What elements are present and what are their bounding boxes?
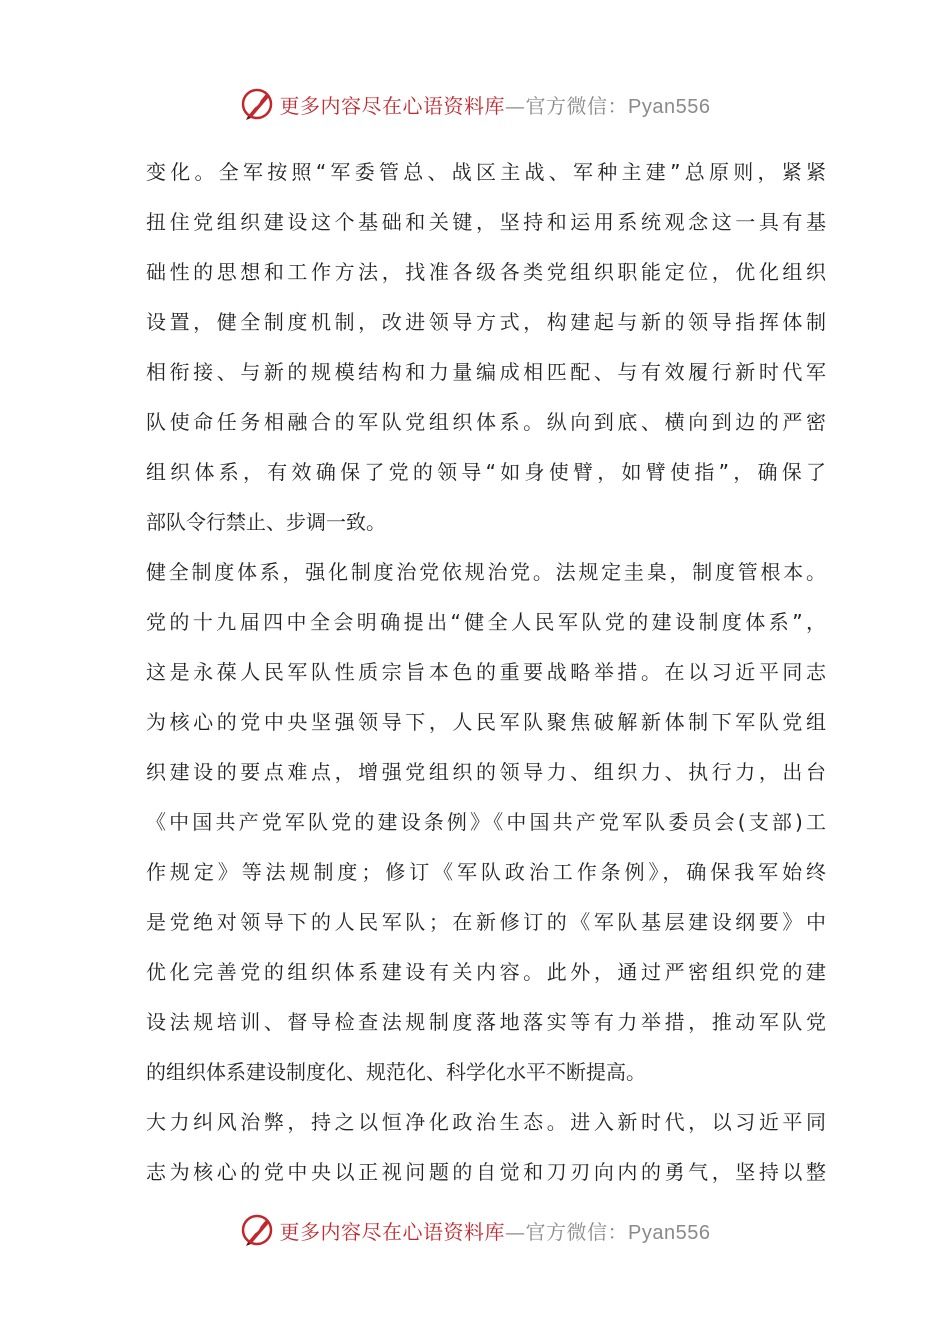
text-line: 优化完善党的组织体系建设有关内容。此外，通过严密组织党的建 <box>146 960 826 984</box>
pen-logo-icon <box>240 86 276 122</box>
paragraph <box>146 1097 826 1197</box>
paragraph <box>146 547 826 1097</box>
banner-wechat-id: Pyan556 <box>628 95 711 118</box>
text-line: 的组织体系建设制度化、规范化、科学化水平不断提高。 <box>146 1060 646 1084</box>
text-line: 部队令行禁止、步调一致。 <box>146 510 386 534</box>
text-line: 础性的思想和工作方法，找准各级各类党组织职能定位，优化组织 <box>146 260 826 284</box>
text-line: 《中国共产党军队党的建设条例》《中国共产党军队委员会(支部)工 <box>146 810 826 834</box>
header-banner <box>0 84 950 124</box>
banner-site-name: 更多内容尽在心语资料库 <box>279 93 506 118</box>
text-line: 志为核心的党中央以正视问题的自觉和刀刃向内的勇气，坚持以整 <box>146 1160 826 1184</box>
text-line: 扭住党组织建设这个基础和关键，坚持和运用系统观念这一具有基 <box>146 210 826 234</box>
banner-contact-label: —官方微信： <box>505 93 629 118</box>
footer-banner <box>0 1210 950 1250</box>
text-line: 变化。全军按照“军委管总、战区主战、军种主建”总原则，紧紧 <box>146 160 826 184</box>
banner-contact-label: —官方微信： <box>505 1219 629 1244</box>
text-line: 是党绝对领导下的人民军队；在新修订的《军队基层建设纲要》中 <box>146 910 826 934</box>
text-line: 健全制度体系，强化制度治党依规治党。法规定圭臬，制度管根本。 <box>146 560 826 584</box>
text-line: 设法规培训、督导检查法规制度落地落实等有力举措，推动军队党 <box>146 1010 826 1034</box>
text-line: 大力纠风治弊，持之以恒净化政治生态。进入新时代，以习近平同 <box>146 1110 826 1134</box>
text-line: 这是永葆人民军队性质宗旨本色的重要战略举措。在以习近平同志 <box>146 660 826 684</box>
text-line: 组织体系，有效确保了党的领导“如身使臂，如臂使指”，确保了 <box>146 460 826 484</box>
text-line: 织建设的要点难点，增强党组织的领导力、组织力、执行力，出台 <box>146 760 826 784</box>
banner-site-name: 更多内容尽在心语资料库 <box>279 1219 506 1244</box>
text-line: 相衔接、与新的规模结构和力量编成相匹配、与有效履行新时代军 <box>146 360 826 384</box>
text-line: 设置，健全制度机制，改进领导方式，构建起与新的领导指挥体制 <box>146 310 826 334</box>
banner-text <box>280 1216 711 1245</box>
banner-text <box>280 90 711 119</box>
text-line: 为核心的党中央坚强领导下，人民军队聚焦破解新体制下军队党组 <box>146 710 826 734</box>
text-line: 队使命任务相融合的军队党组织体系。纵向到底、横向到边的严密 <box>146 410 826 434</box>
paragraph <box>146 147 826 547</box>
document-body <box>146 147 826 1197</box>
text-line: 作规定》等法规制度；修订《军队政治工作条例》，确保我军始终 <box>146 860 826 884</box>
pen-logo-icon <box>240 1212 276 1248</box>
text-line: 党的十九届四中全会明确提出“健全人民军队党的建设制度体系”， <box>146 610 826 634</box>
banner-wechat-id: Pyan556 <box>628 1221 711 1244</box>
